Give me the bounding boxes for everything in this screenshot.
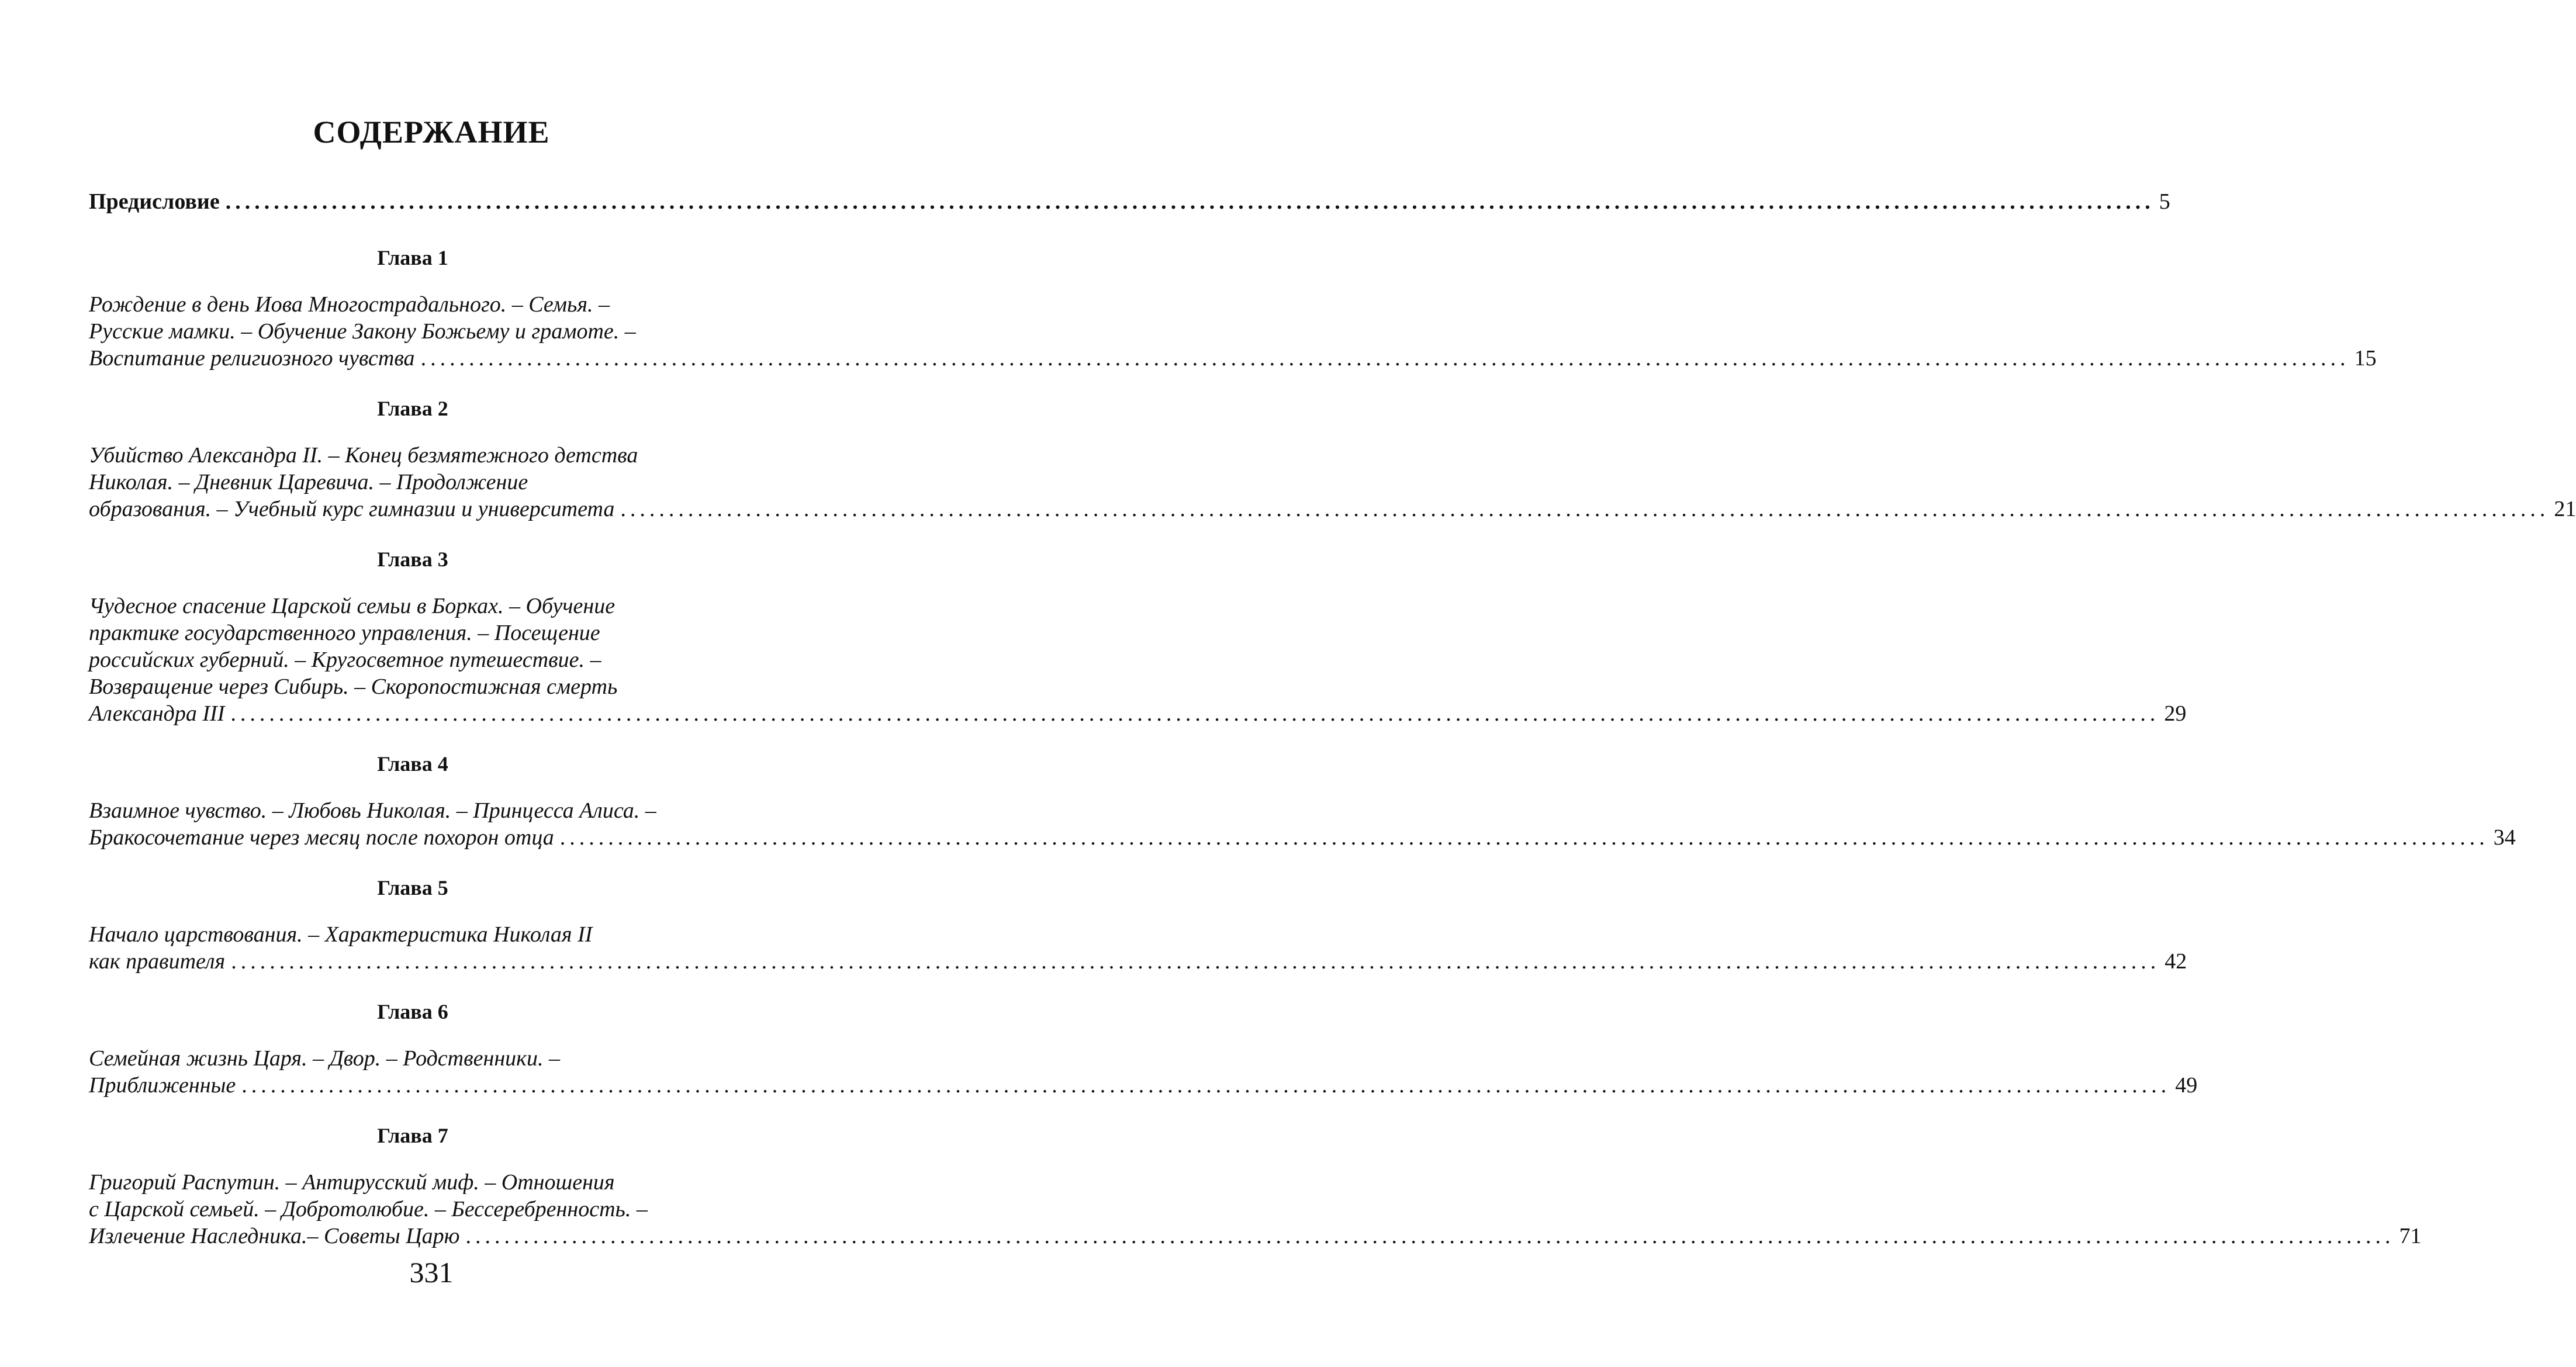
toc-page-number: 21 xyxy=(2554,497,2576,521)
dot-leader: ........................................................................................................................................................................................................ xyxy=(559,825,2489,850)
chapter-heading: Глава 6 xyxy=(377,1000,448,1023)
chapter-description-line: Александра III xyxy=(89,701,225,726)
chapter-description-line: Семейная жизнь Царя. – Двор. – Родственники. – xyxy=(89,1046,560,1071)
chapter-heading: Глава 2 xyxy=(377,397,448,420)
chapter-description-line: российских губерний. – Кругосветное путешествие. – xyxy=(89,648,601,672)
chapter-description-line: Рождение в день Иова Многострадального. – Семья. – xyxy=(89,292,610,317)
toc-entry-chapter-6[interactable] xyxy=(89,1072,2198,1099)
toc-entry-chapter-4[interactable] xyxy=(89,824,2516,851)
chapter-description-line: с Царской семьей. – Добротолюбие. – Бессеребренность. – xyxy=(89,1197,648,1221)
chapter-description-line: Приближенные xyxy=(89,1073,236,1098)
chapter-heading: Глава 5 xyxy=(377,876,448,899)
page-number: 331 xyxy=(409,1256,454,1289)
chapter-heading: Глава 7 xyxy=(377,1124,448,1147)
toc-page-number: 15 xyxy=(2354,346,2377,371)
toc-page-number: 71 xyxy=(2399,1224,2422,1248)
chapter-description-line: Чудесное спасение Царской семьи в Борках. – Обучение xyxy=(89,594,616,618)
chapter-heading: Глава 4 xyxy=(377,752,448,776)
toc-page-number: 42 xyxy=(2164,949,2187,974)
page-title: СОДЕРЖАНИЕ xyxy=(313,115,550,150)
dot-leader: ........................................................................................................................................................................................................ xyxy=(225,189,2155,214)
dot-leader: ........................................................................................................................................................................................................ xyxy=(465,1224,2395,1248)
chapter-section xyxy=(89,1122,2422,1250)
toc-entry-chapter-7[interactable] xyxy=(89,1223,2422,1250)
chapter-description-line: Русские мамки. – Обучение Закону Божьему и грамоте. – xyxy=(89,319,636,344)
dot-leader: ........................................................................................................................................................................................................ xyxy=(241,1073,2171,1098)
toc-entry-chapter-1[interactable] xyxy=(89,345,2377,372)
toc-page-number: 29 xyxy=(2164,701,2187,726)
dot-leader: ........................................................................................................................................................................................................ xyxy=(620,497,2550,521)
toc-entry-chapter-3[interactable] xyxy=(89,700,2187,727)
chapter-description-line: Николая. – Дневник Царевича. – Продолжение xyxy=(89,470,528,494)
chapter-description-line: Излечение Наследника.– Советы Царю xyxy=(89,1224,460,1248)
chapter-description-line: Взаимное чувство. – Любовь Николая. – Принцесса Алиса. – xyxy=(89,798,656,823)
chapter-section xyxy=(89,244,2377,372)
chapter-description-line: как правителя xyxy=(89,949,226,974)
toc-entry-preface[interactable] xyxy=(89,188,2170,215)
toc-entry-chapter-5[interactable] xyxy=(89,948,2187,975)
chapter-section xyxy=(89,874,2187,975)
chapter-description-line: образования. – Учебный курс гимназии и университета xyxy=(89,497,615,521)
chapter-list xyxy=(89,244,2576,1250)
toc-page-number: 5 xyxy=(2159,189,2170,214)
toc-page-number: 49 xyxy=(2175,1073,2198,1098)
dot-leader: ........................................................................................................................................................................................................ xyxy=(230,701,2160,726)
chapter-section xyxy=(89,750,2516,851)
dot-leader: ........................................................................................................................................................................................................ xyxy=(231,949,2160,974)
chapter-section xyxy=(89,546,2187,727)
chapter-heading: Глава 1 xyxy=(377,246,448,269)
chapter-section xyxy=(89,998,2198,1099)
chapter-description-line: Григорий Распутин. – Антирусский миф. – Отношения xyxy=(89,1170,615,1195)
toc-page-number: 34 xyxy=(2493,825,2516,850)
dot-leader: ........................................................................................................................................................................................................ xyxy=(420,346,2350,371)
toc-entry-chapter-2[interactable] xyxy=(89,496,2576,522)
chapter-heading: Глава 3 xyxy=(377,548,448,571)
chapter-description-line: Убийство Александра II. – Конец безмятежного детства xyxy=(89,443,638,468)
chapter-description-line: Начало царствования. – Характеристика Николая II xyxy=(89,922,593,947)
chapter-description-line: Возвращение через Сибирь. – Скоропостижная смерть xyxy=(89,674,618,699)
chapter-description-line: Воспитание религиозного чувства xyxy=(89,346,415,371)
table-of-contents xyxy=(89,188,2576,1250)
chapter-description-line: практике государственного управления. – Посещение xyxy=(89,621,600,645)
chapter-description-line: Бракосочетание через месяц после похорон отца xyxy=(89,825,554,850)
toc-entry-label: Предисловие xyxy=(89,189,220,214)
chapter-section xyxy=(89,395,2576,522)
